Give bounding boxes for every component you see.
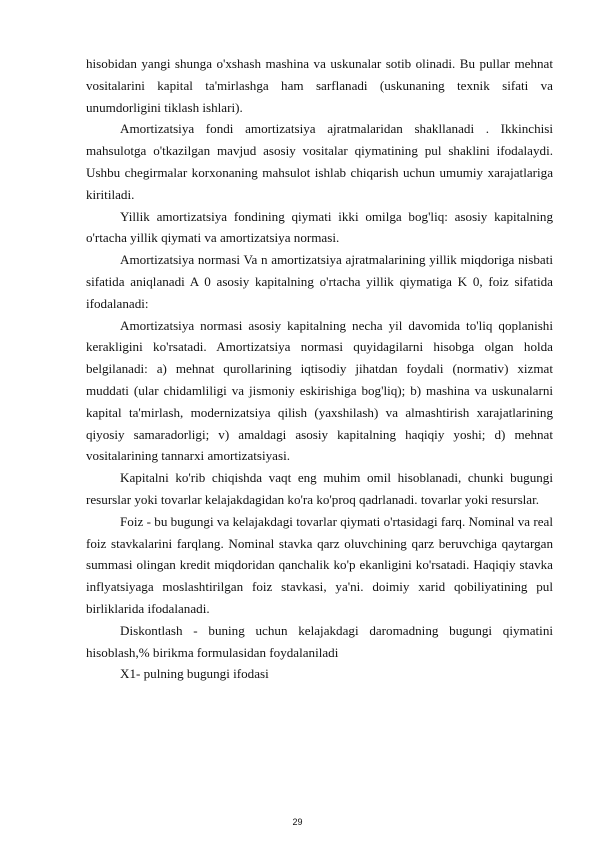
paragraph: Diskontlash - buning uchun kelajakdagi daromadning bugungi qiymatini hisoblash,% birikma formulasidan foydalaniladi — [86, 622, 553, 660]
paragraph: Yillik amortizatsiya fondining qiymati ikki omilga bog'liq: asosiy kapitalning o'rtacha yillik qiymati va amortizatsiya normasi. — [86, 208, 553, 246]
paragraph: Kapitalni ko'rib chiqishda vaqt eng muhim omil hisoblanadi, chunki bugungi resurslar yoki tovarlar kelajakdagidan ko'ra ko'proq qadrlanadi. tovarlar yoki resurslar. — [86, 470, 553, 507]
paragraph: hisobidan yangi shunga o'xshash mashina va uskunalar sotib olinadi. Bu pullar mehnat vositalarini kapital ta'mirlashga ham sarflanadi (uskunaning texnik sifati va unumdorligini tiklash ishlari). — [86, 56, 553, 115]
paragraph: Amortizatsiya normasi Va n amortizatsiya ajratmalarining yillik miqdoriga nisbati sifatida aniqlanadi A 0 asosiy kapitalning o'rtacha yillik qiymatiga K 0, foiz sifatida ifodalanadi: — [86, 252, 553, 311]
document-page — [86, 53, 553, 685]
paragraph: X1- pulning bugungi ifodasi — [120, 666, 269, 682]
paragraph: Amortizatsiya normasi asosiy kapitalning necha yil davomida to'liq qoplanishi kerakligini ko'rsatadi. Amortizatsiya normasi quyidagilarni hisobga olgan holda belgilanadi: a) mehnat qurollarining iqtisodiy jihatdan foydali (normativ) xizmat muddati (ular chidamliligi va jismoniy eskirishiga bog'liq); b) mashina va uskunalarni kapital ta'mirlash, modernizatsiya qilish (yaxshilash) va almashtirish xarajatlarining qiyosiy samaradorligi; v) amaldagi asosiy kapitalning haqiqiy yoshi; d) mehnat vositalarining tannarxi amortizatsiyasi. — [86, 317, 553, 464]
paragraph: Foiz - bu bugungi va kelajakdagi tovarlar qiymati o'rtasidagi farq. Nominal va real foiz stavkalarini farqlang. Nominal stavka qarz oluvchining qarz beruvchiga qaytargan summasi olingan kredit miqdoridan qanchalik ko'p ekanligini ko'rsatadi. Haqiqiy stavka inflyatsiyaga moslashtirilgan foiz stavkasi, ya'ni. doimiy xarid qobiliyatining pul birliklarida ifodalanadi. — [86, 513, 553, 616]
paragraph: Amortizatsiya fondi amortizatsiya ajratmalaridan shakllanadi . Ikkinchisi mahsulotga o'tkazilgan mavjud asosiy vositalar qiymatining pul shaklini ifodalaydi. Ushbu chegirmalar korxonaning mahsulot ishlab chiqarish uchun umumiy xarajatlariga kiritiladi. — [86, 121, 553, 202]
page-number: 29 — [292, 817, 303, 827]
